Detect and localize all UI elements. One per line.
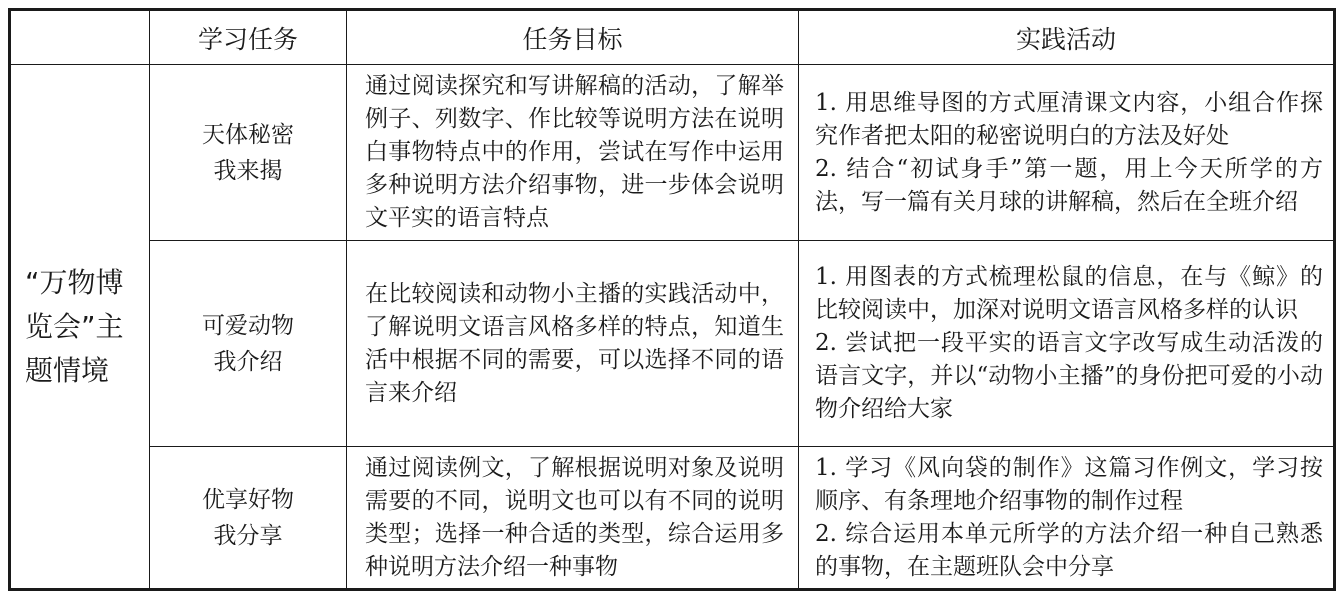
activity-item: 1. 学习《风向袋的制作》这篇习作例文，学习按顺序、有条理地介绍事物的制作过程 [815,454,1323,514]
goal-cell [347,65,799,241]
task-cell [150,447,347,590]
header-practice-activity: 实践活动 [799,10,1335,65]
task-name-line2: 我来揭 [213,157,283,184]
unit-plan-table [8,8,1336,591]
task-cell [150,65,347,241]
theme-cell [10,65,150,590]
activity-cell [799,241,1335,447]
activity-item: 2. 综合运用本单元所学的方法介绍一种自己熟悉的事物，在主题班队会中分享 [815,520,1323,580]
task-name-line2: 我介绍 [213,348,283,375]
activity-item: 2. 结合“初试身手”第一题，用上今天所学的方法，写一篇有关月球的讲解稿，然后在全班介绍 [815,155,1323,215]
header-task-goal: 任务目标 [347,10,799,65]
task-name-line2: 我分享 [213,522,283,549]
task-name-line1: 天体秘密 [202,121,294,148]
activity-cell [799,447,1335,590]
goal-cell [347,447,799,590]
activity-item: 1. 用图表的方式梳理松鼠的信息，在与《鲸》的比较阅读中，加深对说明文语言风格多样的认识 [815,264,1323,323]
goal-text: 通过阅读例文，了解根据说明对象及说明需要的不同，说明文也可以有不同的说明类型；选择一种合适的类型，综合运用多种说明方法介绍一种事物 [365,454,784,580]
task-name-line1: 可爱动物 [202,312,294,339]
activity-cell [799,65,1335,241]
table-row [10,65,1335,241]
theme-text: “万物博览会”主题情境 [25,265,124,387]
task-cell [150,241,347,447]
header-learning-task: 学习任务 [150,10,347,65]
activity-item: 2. 尝试把一段平实的语言文字改写成生动活泼的语言文字，并以“动物小主播”的身份把可爱的小动物介绍给大家 [815,330,1323,422]
table-row [10,447,1335,590]
goal-text: 在比较阅读和动物小主播的实践活动中，了解说明文语言风格多样的特点，知道生活中根据不同的需要，可以选择不同的语言来介绍 [365,280,784,406]
header-row [10,10,1335,65]
table-row [10,241,1335,447]
goal-text: 通过阅读探究和写讲解稿的活动，了解举例子、列数字、作比较等说明方法在说明白事物特点中的作用，尝试在写作中运用多种说明方法介绍事物，进一步体会说明文平实的语言特点 [365,73,784,231]
header-theme [10,10,150,65]
goal-cell [347,241,799,447]
task-name-line1: 优享好物 [202,486,294,513]
activity-item: 1. 用思维导图的方式厘清课文内容，小组合作探究作者把太阳的秘密说明白的方法及好处 [815,89,1323,149]
